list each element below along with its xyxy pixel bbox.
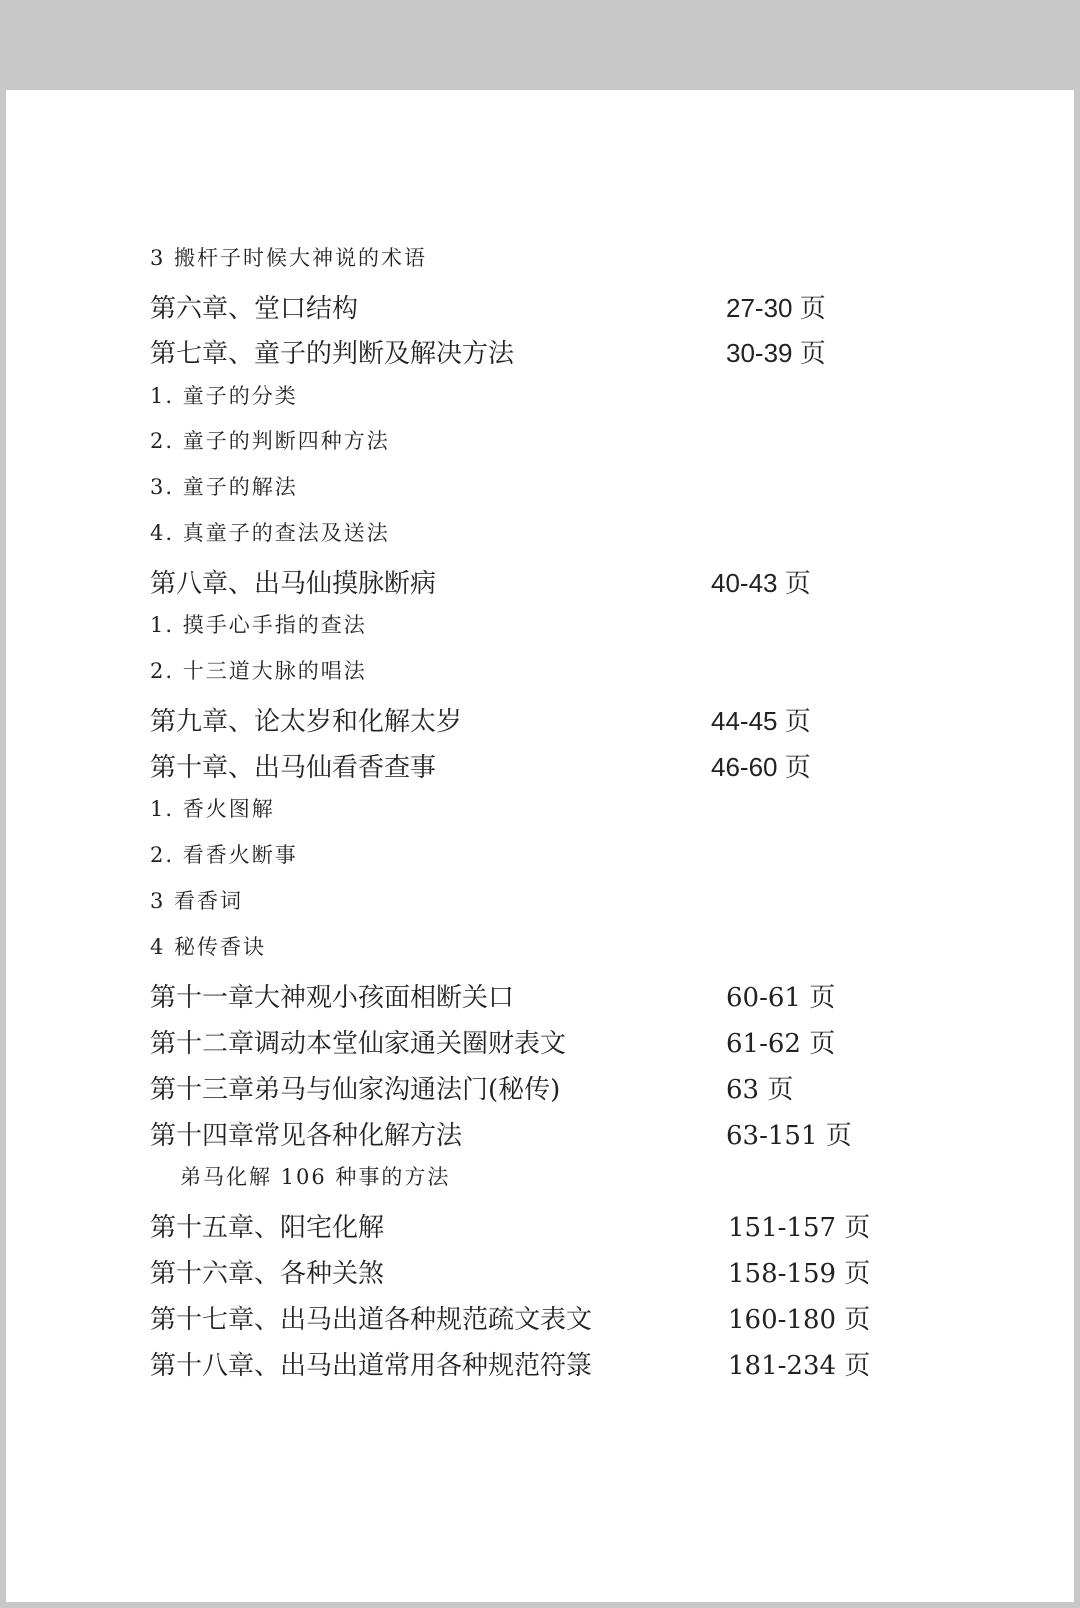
toc-chapter-row — [6, 977, 1074, 1023]
toc-subentry-row — [6, 609, 1074, 655]
toc-chapter-row — [6, 1069, 1074, 1115]
toc-entry-title: 第十三章弟马与仙家沟通法门(秘传) — [150, 1075, 561, 1105]
toc-entry-title: 4. 真童子的查法及送法 — [150, 521, 390, 545]
toc-subentry-row — [6, 1161, 1074, 1207]
toc-page-range: 27-30 页 — [726, 293, 826, 323]
toc-subentry-row — [6, 885, 1074, 931]
toc-chapter-row — [6, 1115, 1074, 1161]
document-page — [6, 90, 1074, 1602]
toc-chapter-row — [6, 1253, 1074, 1299]
toc-entry-title: 第六章、堂口结构 — [150, 294, 359, 324]
toc-chapter-row — [6, 1345, 1074, 1391]
toc-chapter-row — [6, 747, 1074, 793]
toc-subentry-row — [6, 471, 1074, 517]
toc-page-range: 63-151 页 — [726, 1121, 852, 1151]
toc-chapter-row — [6, 1299, 1074, 1345]
toc-page-range: 63 页 — [726, 1075, 794, 1105]
toc-subentry-row — [6, 242, 1074, 288]
toc-page-range: 44-45 页 — [711, 706, 811, 736]
toc-entry-title: 第十章、出马仙看香查事 — [150, 753, 437, 783]
toc-entry-title: 第十一章大神观小孩面相断关口 — [150, 983, 515, 1013]
toc-entry-title: 第九章、论太岁和化解太岁 — [150, 707, 463, 737]
toc-chapter-row — [6, 1023, 1074, 1069]
toc-entry-title: 4 秘传香诀 — [150, 935, 267, 959]
toc-entry-title: 2. 看香火断事 — [150, 843, 298, 867]
toc-page-range: 61-62 页 — [726, 1029, 836, 1059]
toc-subentry-row — [6, 931, 1074, 977]
toc-entry-title: 第十六章、各种关煞 — [150, 1259, 385, 1289]
toc-page-range: 160-180 页 — [728, 1305, 871, 1335]
toc-subentry-row — [6, 380, 1074, 426]
toc-entry-title: 第十四章常见各种化解方法 — [150, 1121, 463, 1151]
toc-entry-title: 1. 童子的分类 — [150, 384, 298, 408]
toc-page-range: 60-61 页 — [726, 983, 836, 1013]
toc-entry-title: 3 看香词 — [150, 889, 244, 913]
toc-page-range: 40-43 页 — [711, 568, 811, 598]
toc-entry-title: 第十五章、阳宅化解 — [150, 1213, 385, 1243]
toc-subentry-row — [6, 839, 1074, 885]
toc-chapter-row — [6, 563, 1074, 609]
toc-entry-title: 第十七章、出马出道各种规范疏文表文 — [150, 1305, 593, 1335]
toc-page-range: 151-157 页 — [728, 1213, 871, 1243]
toc-page-range: 30-39 页 — [726, 338, 826, 368]
toc-entry-title: 2. 十三道大脉的唱法 — [150, 659, 367, 683]
toc-entry-title: 弟马化解 106 种事的方法 — [180, 1165, 451, 1189]
toc-entry-title: 3 搬杆子时候大神说的术语 — [150, 246, 428, 270]
toc-subentry-row — [6, 517, 1074, 563]
toc-entry-title: 1. 摸手心手指的查法 — [150, 613, 367, 637]
toc-entry-title: 3. 童子的解法 — [150, 475, 298, 499]
toc-entry-title: 第七章、童子的判断及解决方法 — [150, 339, 515, 369]
toc-subentry-row — [6, 793, 1074, 839]
toc-entry-title: 第十二章调动本堂仙家通关圈财表文 — [150, 1029, 567, 1059]
toc-page-range: 181-234 页 — [728, 1351, 871, 1381]
toc-subentry-row — [6, 655, 1074, 701]
toc-chapter-row — [6, 1207, 1074, 1253]
toc-page-range: 158-159 页 — [728, 1259, 871, 1289]
table-of-contents — [6, 90, 1074, 1602]
toc-entry-title: 第十八章、出马出道常用各种规范符箓 — [150, 1351, 593, 1381]
toc-entry-title: 1. 香火图解 — [150, 797, 275, 821]
toc-entry-title: 第八章、出马仙摸脉断病 — [150, 569, 437, 599]
toc-page-range: 46-60 页 — [711, 752, 811, 782]
toc-subentry-row — [6, 425, 1074, 471]
toc-chapter-row — [6, 288, 1074, 334]
toc-chapter-row — [6, 333, 1074, 379]
toc-chapter-row — [6, 701, 1074, 747]
toc-entry-title: 2. 童子的判断四种方法 — [150, 429, 390, 453]
